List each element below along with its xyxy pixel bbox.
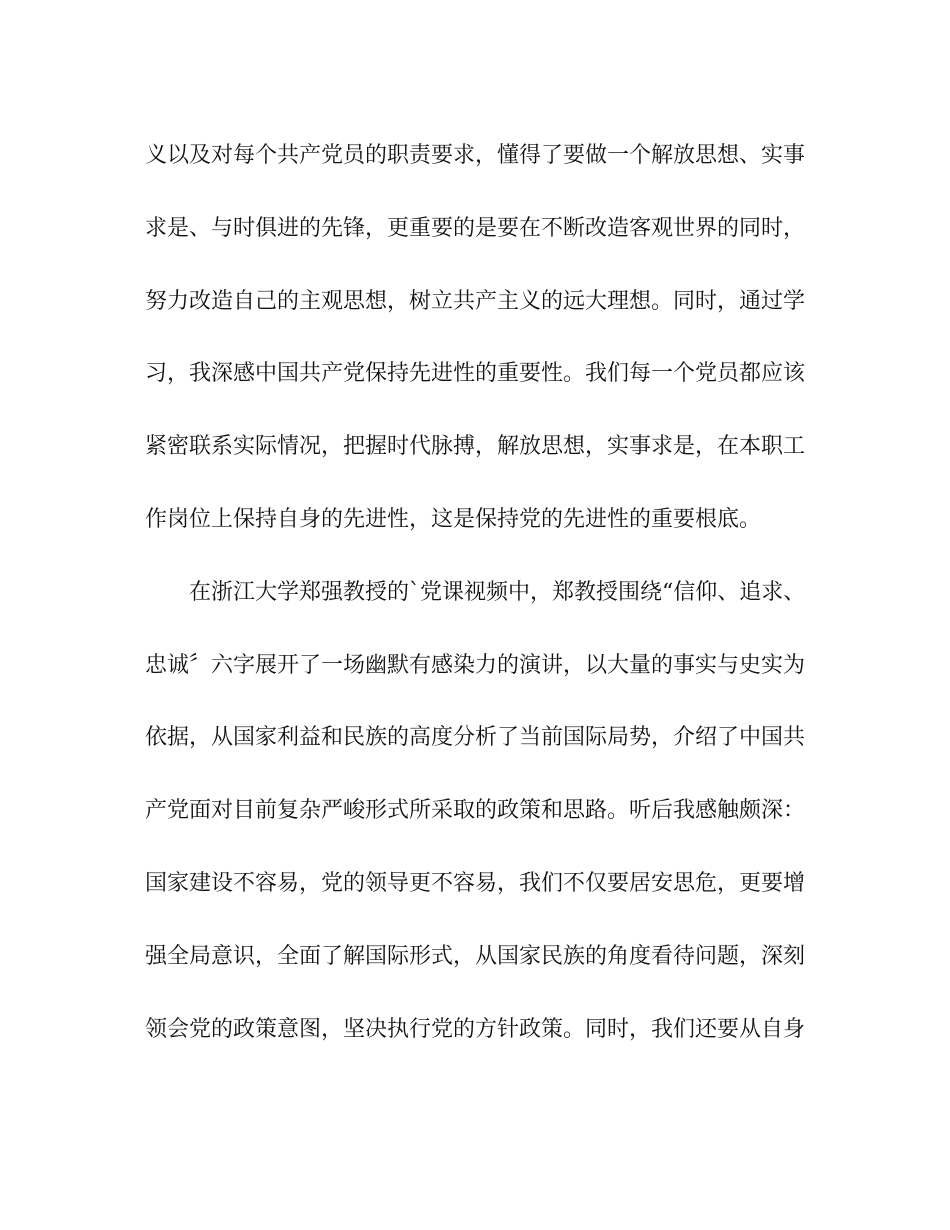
text-line: 紧密联系实际情况，把握时代脉搏，解放思想，实事求是，在本职工 xyxy=(145,434,806,460)
text-line: 忠诚〞六字展开了一场幽默有感染力的演讲，以大量的事实与史实为 xyxy=(145,652,806,678)
text-line: 习，我深感中国共产党保持先进性的重要性。我们每一个党员都应该 xyxy=(145,361,806,387)
paragraph-first-line: 在浙江大学郑强教授的`党课视频中，郑教授围绕“信仰、追求、 xyxy=(189,579,806,605)
text-line: 依据，从国家利益和民族的高度分析了当前国际局势，介绍了中国共 xyxy=(145,725,806,751)
text-line: 领会党的政策意图，坚决执行党的方针政策。同时，我们还要从自身 xyxy=(145,1016,806,1042)
text-line: 努力改造自己的主观思想，树立共产主义的远大理想。同时，通过学 xyxy=(145,288,806,314)
text-line: 义以及对每个共产党员的职责要求，懂得了要做一个解放思想、实事 xyxy=(145,143,806,168)
text-line: 求是、与时俱进的先锋，更重要的是要在不断改造客观世界的同时， xyxy=(145,215,806,241)
text-line: 作岗位上保持自身的先进性，这是保持党的先进性的重要根底。 xyxy=(145,506,762,532)
text-line: 强全局意识，全面了解国际形式，从国家民族的角度看待问题，深刻 xyxy=(145,943,806,969)
body-text xyxy=(145,134,806,1080)
text-line: 国家建设不容易，党的领导更不容易，我们不仅要居安思危，更要增 xyxy=(145,870,806,896)
text-line: 产党面对目前复杂严峻形式所采取的政策和思路。听后我感触颇深： xyxy=(145,798,806,824)
